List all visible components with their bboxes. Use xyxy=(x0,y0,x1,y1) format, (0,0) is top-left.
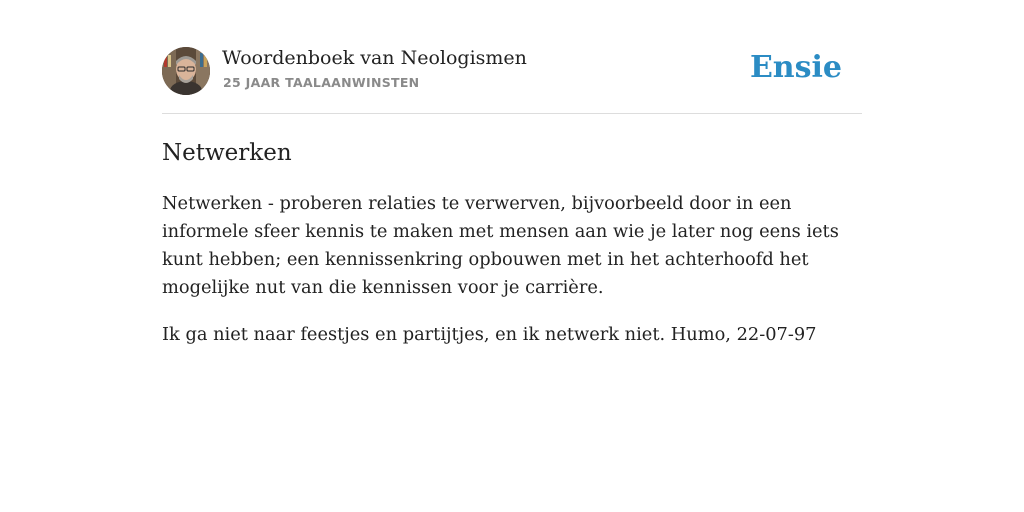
entry-quote: Ik ga niet naar feestjes en partijtjes, en ik netwerk niet. Humo, 22-07-97 xyxy=(162,324,817,345)
header-divider xyxy=(162,113,862,114)
author-portrait-icon xyxy=(162,47,210,95)
author-avatar[interactable] xyxy=(162,47,210,95)
entry-title: Netwerken xyxy=(162,140,292,166)
entry-definition: Netwerken - proberen relaties te verwerven, bijvoorbeeld door in een informele sfeer kennis te maken met mensen aan wie je later nog eens iets kunt hebben; een kennissenkring opbouwen met in het achterhoofd het mogelijke nut van die kennissen voor je carrière. xyxy=(162,193,839,298)
dictionary-subtitle: 25 JAAR TAALAANWINSTEN xyxy=(223,75,420,90)
dictionary-title[interactable]: Woordenboek van Neologismen xyxy=(222,47,527,69)
ensie-logo-link[interactable]: Ensie xyxy=(749,50,842,85)
entry-card xyxy=(162,0,862,512)
page-header xyxy=(162,46,862,96)
